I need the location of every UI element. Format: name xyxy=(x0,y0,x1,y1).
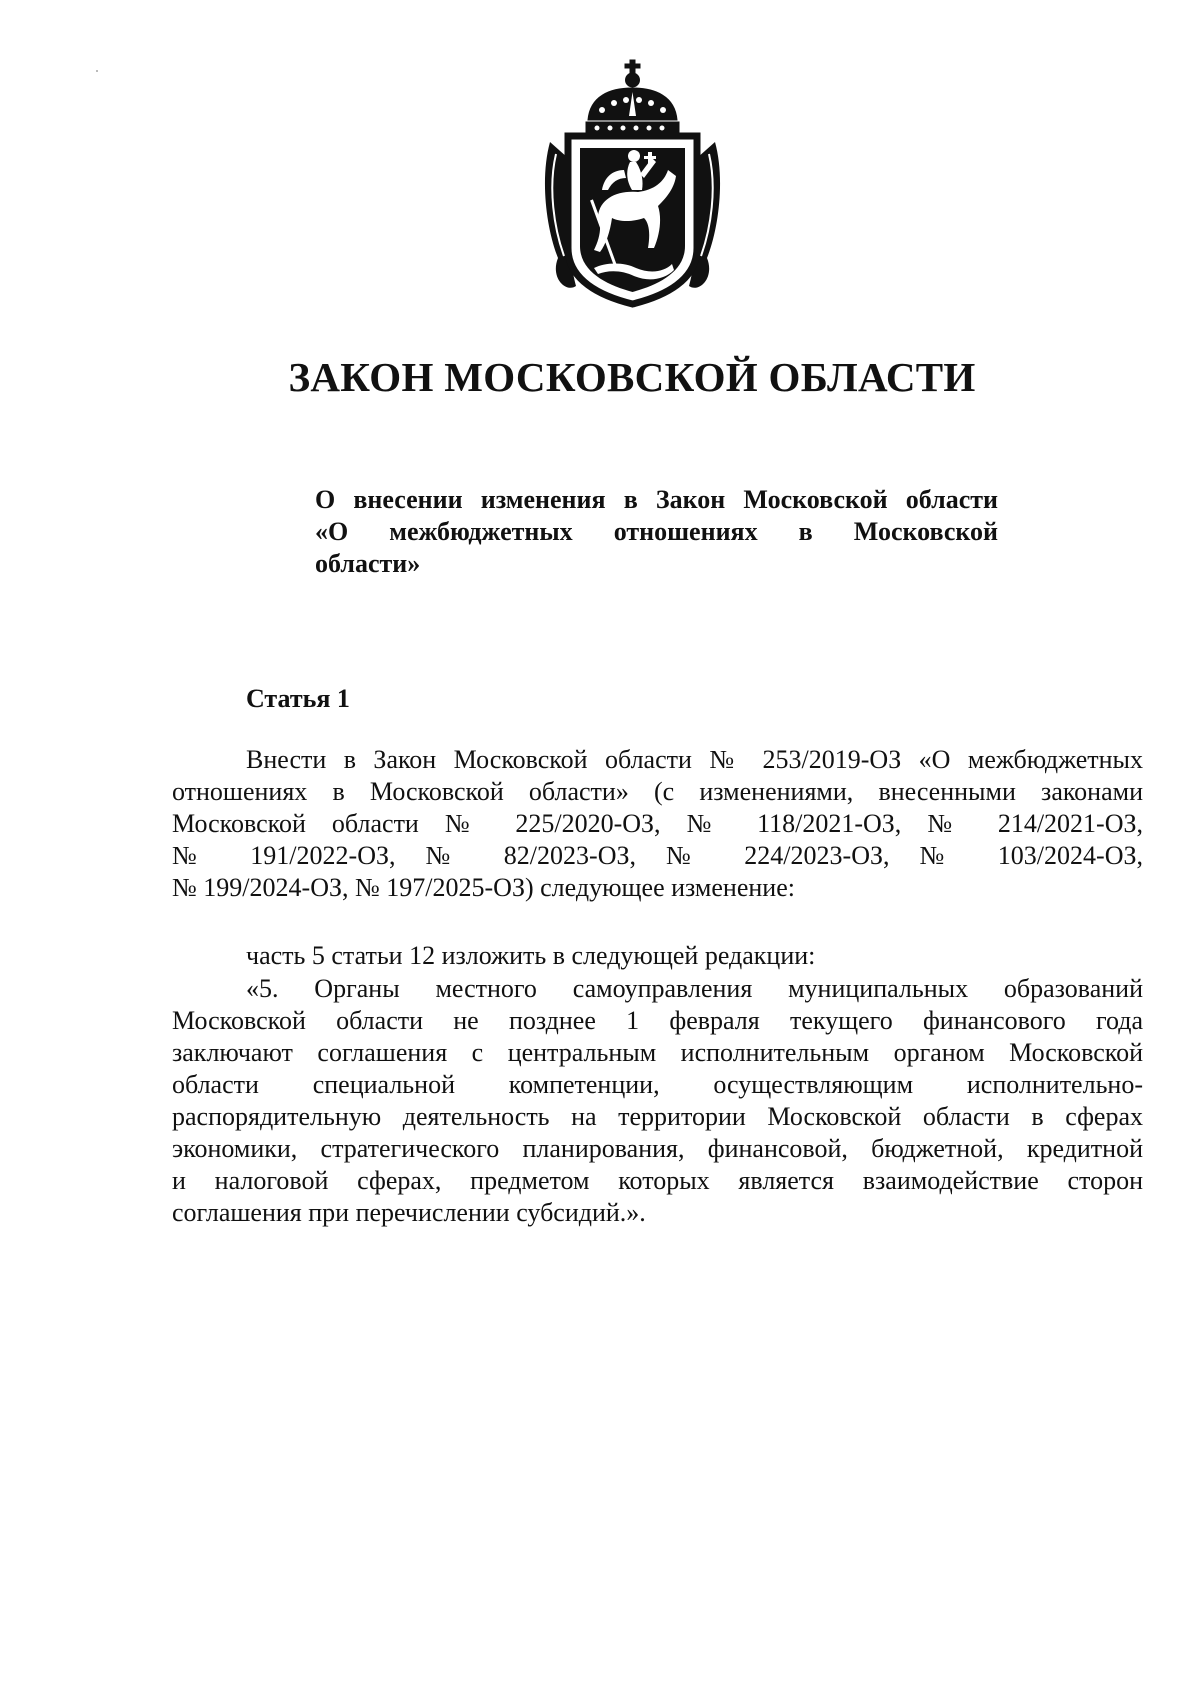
paragraph-line: соглашения при перечислении субсидий.». xyxy=(172,1198,646,1227)
paragraph-line: Московской области № 225/2020-ОЗ, № 118/2021-ОЗ, № 214/2021-ОЗ, xyxy=(172,809,1143,838)
paragraph-amendment-intro xyxy=(172,744,1143,904)
document-subtitle xyxy=(315,484,998,580)
subtitle-line: О внесении изменения в Закон Московской области xyxy=(315,485,998,514)
paragraph-new-text xyxy=(172,973,1143,1229)
paragraph-line: отношениях в Московской области» (с изменениями, внесенными законами xyxy=(172,777,1143,806)
article-heading: Статья 1 xyxy=(246,684,350,713)
paragraph-line: и налоговой сферах, предметом которых является взаимодействие сторон xyxy=(172,1166,1143,1195)
paragraph-line: часть 5 статьи 12 изложить в следующей редакции: xyxy=(246,941,816,970)
paragraph-line: Московской области не позднее 1 февраля текущего финансового года xyxy=(172,1006,1143,1035)
paragraph-line: распорядительную деятельность на территории Московской области в сферах xyxy=(172,1102,1143,1131)
paragraph-line: Внести в Закон Московской области № 253/2019-ОЗ «О межбюджетных xyxy=(246,745,1143,774)
paragraph-line: экономики, стратегического планирования, финансовой, бюджетной, кредитной xyxy=(172,1134,1143,1163)
subtitle-line: «О межбюджетных отношениях в Московской xyxy=(315,517,998,546)
paragraph-line: «5. Органы местного самоуправления муниципальных образований xyxy=(246,974,1143,1003)
document-title: ЗАКОН МОСКОВСКОЙ ОБЛАСТИ xyxy=(288,354,976,400)
paragraph-instruction xyxy=(172,940,1143,972)
paragraph-line: заключают соглашения с центральным исполнительным органом Московской xyxy=(172,1038,1143,1067)
paragraph-line: области специальной компетенции, осуществляющим исполнительно- xyxy=(172,1070,1143,1099)
paragraph-line: № 191/2022-ОЗ, № 82/2023-ОЗ, № 224/2023-ОЗ, № 103/2024-ОЗ, xyxy=(172,841,1143,870)
coat-of-arms-icon xyxy=(540,58,725,308)
paragraph-line: № 199/2024-ОЗ, № 197/2025-ОЗ) следующее изменение: xyxy=(172,873,795,902)
subtitle-line: области» xyxy=(315,549,421,578)
scan-speck xyxy=(96,70,98,72)
